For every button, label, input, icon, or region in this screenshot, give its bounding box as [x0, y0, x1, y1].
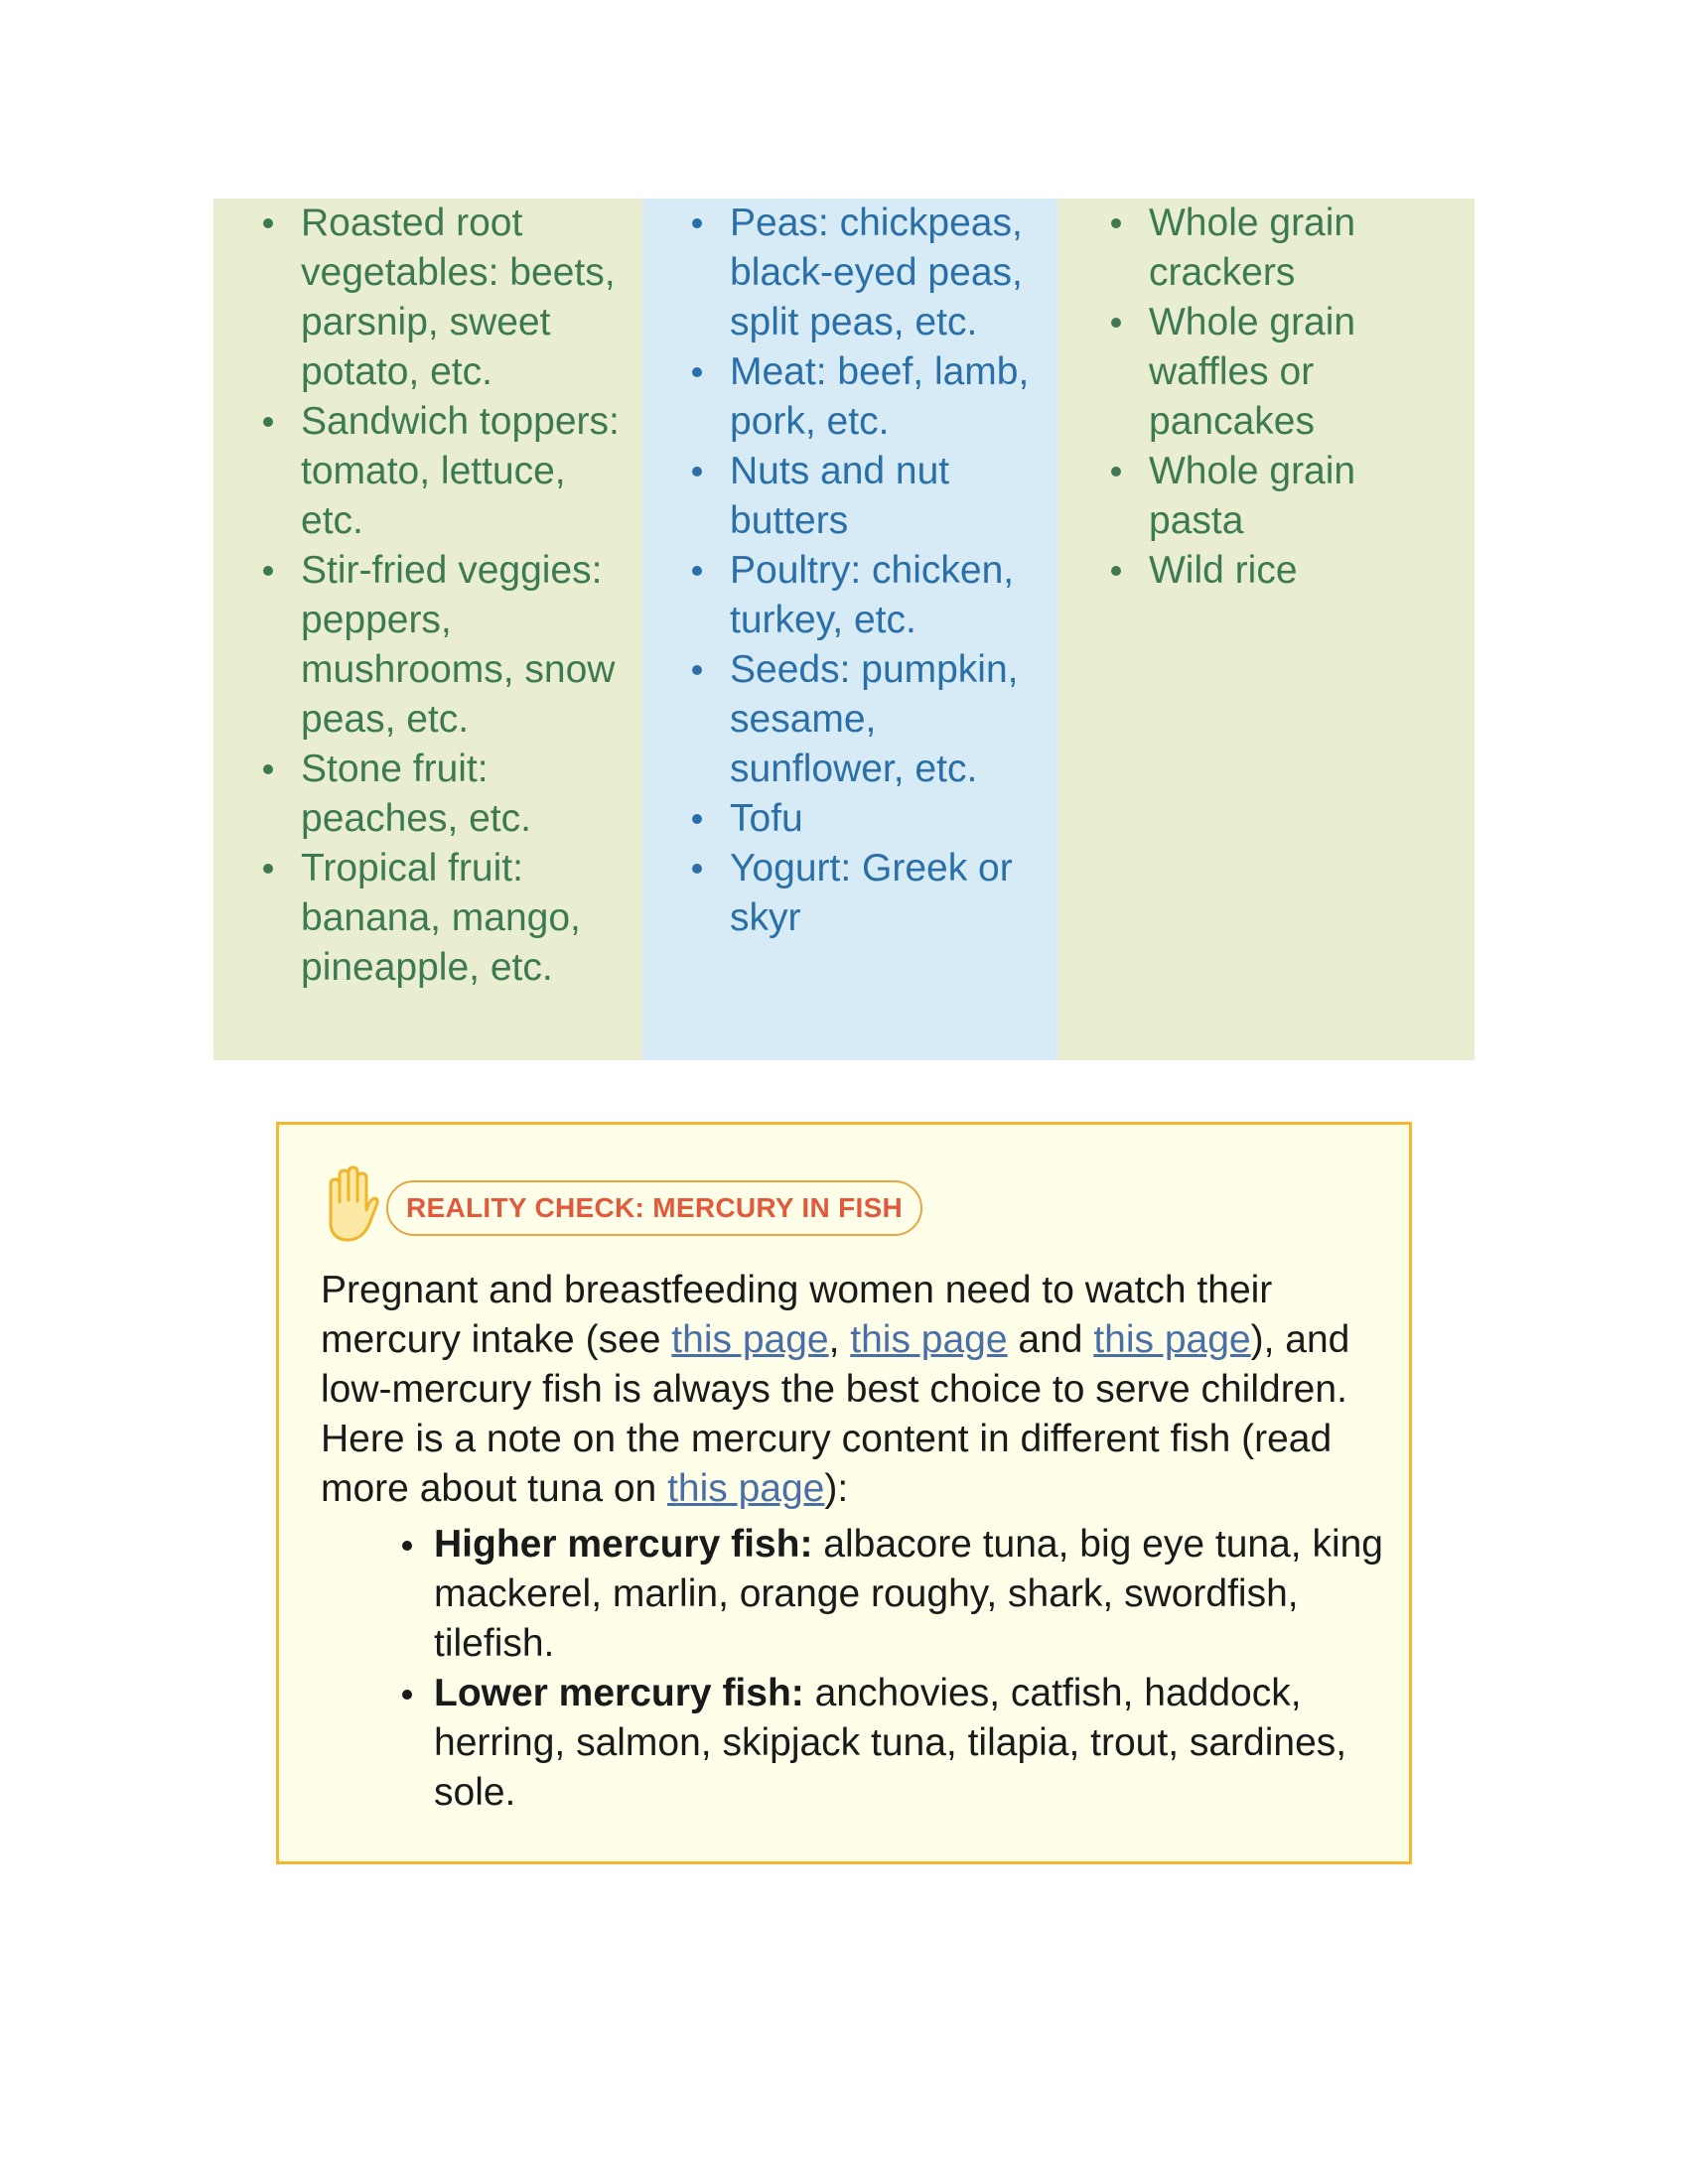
tuna-page-link[interactable]: this page — [667, 1467, 825, 1510]
food-table — [213, 199, 1475, 1060]
list-item: Tofu — [730, 794, 1050, 844]
list-item: Whole grain waffles or pancakes — [1149, 298, 1455, 447]
reality-check-title: REALITY CHECK: MERCURY IN FISH — [386, 1180, 922, 1236]
item-label: Lower mercury fish: — [434, 1672, 804, 1714]
list-item: Whole grain pasta — [1149, 447, 1455, 546]
item-text: albacore tuna, big eye tuna, king mackerel, marlin, orange roughy, shark, swordfish, tilefish. — [434, 1523, 1384, 1665]
list-item: Whole grain crackers — [1149, 199, 1455, 298]
raised-hand-icon — [317, 1164, 382, 1244]
this-page-link[interactable]: this page — [1093, 1318, 1251, 1361]
food-list — [642, 199, 1057, 943]
list-item: Sandwich toppers: tomato, lettuce, etc. — [301, 397, 633, 546]
intro-text: and — [1007, 1318, 1094, 1361]
list-item: Tropical fruit: banana, mango, pineapple, etc. — [301, 844, 633, 993]
reality-check-body — [321, 1266, 1383, 1818]
list-item: Yogurt: Greek or skyr — [730, 844, 1050, 943]
food-column-grains — [1057, 199, 1475, 1060]
list-item: Meat: beef, lamb, pork, etc. — [730, 347, 1050, 447]
this-page-link[interactable]: this page — [850, 1318, 1008, 1361]
item-text: anchovies, catfish, haddock, herring, salmon, skipjack tuna, tilapia, trout, sardines, sole. — [434, 1672, 1347, 1814]
this-page-link[interactable]: this page — [671, 1318, 829, 1361]
food-column-vegetables-fruits — [213, 199, 642, 1060]
reality-check-header — [317, 1164, 922, 1244]
item-label: Higher mercury fish: — [434, 1523, 813, 1566]
reality-check-box — [276, 1122, 1412, 1864]
food-list — [213, 199, 642, 993]
list-item: Stir-fried veggies: peppers, mushrooms, snow peas, etc. — [301, 546, 633, 745]
food-list — [1057, 199, 1475, 596]
reality-check-intro — [321, 1266, 1383, 1514]
list-item: Roasted root vegetables: beets, parsnip, sweet potato, etc. — [301, 199, 633, 397]
mercury-list — [321, 1520, 1383, 1818]
list-item: Stone fruit: peaches, etc. — [301, 745, 633, 844]
list-item: Nuts and nut butters — [730, 447, 1050, 546]
intro-text: , — [828, 1318, 851, 1361]
list-item: Peas: chickpeas, black-eyed peas, split peas, etc. — [730, 199, 1050, 347]
food-column-proteins — [642, 199, 1057, 1060]
list-item: Seeds: pumpkin, sesame, sunflower, etc. — [730, 645, 1050, 794]
list-item-lower-mercury — [434, 1669, 1383, 1818]
intro-text: ), and low-mercury fish is always the best choice to serve children. Here is a note on the mercury content in different fish (read more about tuna on — [321, 1318, 1350, 1510]
list-item: Poultry: chicken, turkey, etc. — [730, 546, 1050, 645]
intro-text: Pregnant and breastfeeding women need to watch their mercury intake (see — [321, 1269, 1273, 1361]
list-item: Wild rice — [1149, 546, 1455, 596]
intro-text: ): — [824, 1467, 849, 1510]
list-item-higher-mercury — [434, 1520, 1383, 1669]
